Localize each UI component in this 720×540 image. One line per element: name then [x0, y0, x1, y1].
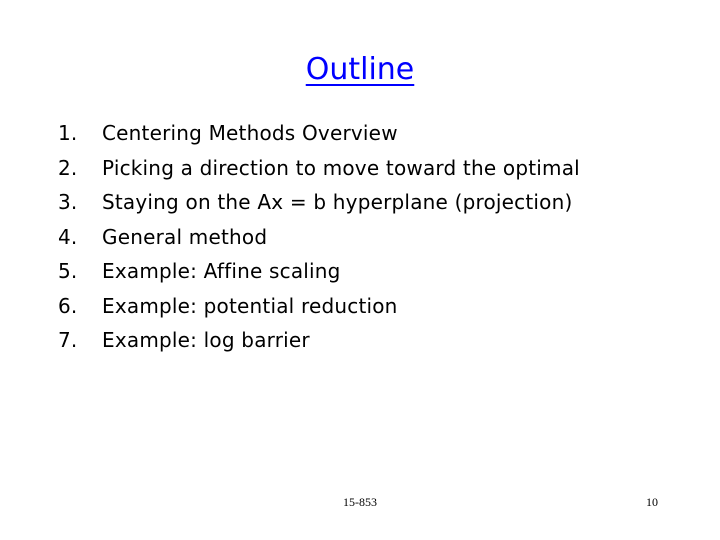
outline-item-number: 2.: [58, 155, 78, 180]
footer-course-code: 15-853: [343, 495, 377, 509]
outline-item: [58, 325, 698, 360]
outline-item: [58, 118, 698, 153]
outline-item-number: 7.: [58, 328, 78, 352]
outline-item-text: Centering Methods Overview: [102, 121, 398, 145]
outline-item: [58, 187, 698, 222]
outline-list: [58, 118, 698, 360]
outline-item-text: Example: Affine scaling: [102, 259, 341, 283]
outline-item-text: Picking a direction to move toward the optimal: [102, 155, 580, 180]
outline-item-number: 3.: [58, 190, 78, 214]
outline-item-number: 1.: [58, 121, 78, 145]
outline-item-number: 5.: [58, 259, 78, 283]
outline-item: [58, 291, 698, 326]
outline-item-number: 6.: [58, 293, 78, 318]
outline-item-number: 4.: [58, 224, 78, 249]
slide-title: Outline: [305, 52, 415, 87]
page-number: 10: [646, 495, 658, 509]
outline-item-text: Staying on the Ax = b hyperplane (projection): [102, 190, 573, 214]
outline-item: [58, 153, 698, 188]
outline-item: [58, 256, 698, 291]
outline-item: [58, 222, 698, 257]
outline-item-text: Example: potential reduction: [102, 293, 398, 318]
outline-item-text: Example: log barrier: [102, 328, 310, 352]
outline-item-text: General method: [102, 224, 268, 249]
